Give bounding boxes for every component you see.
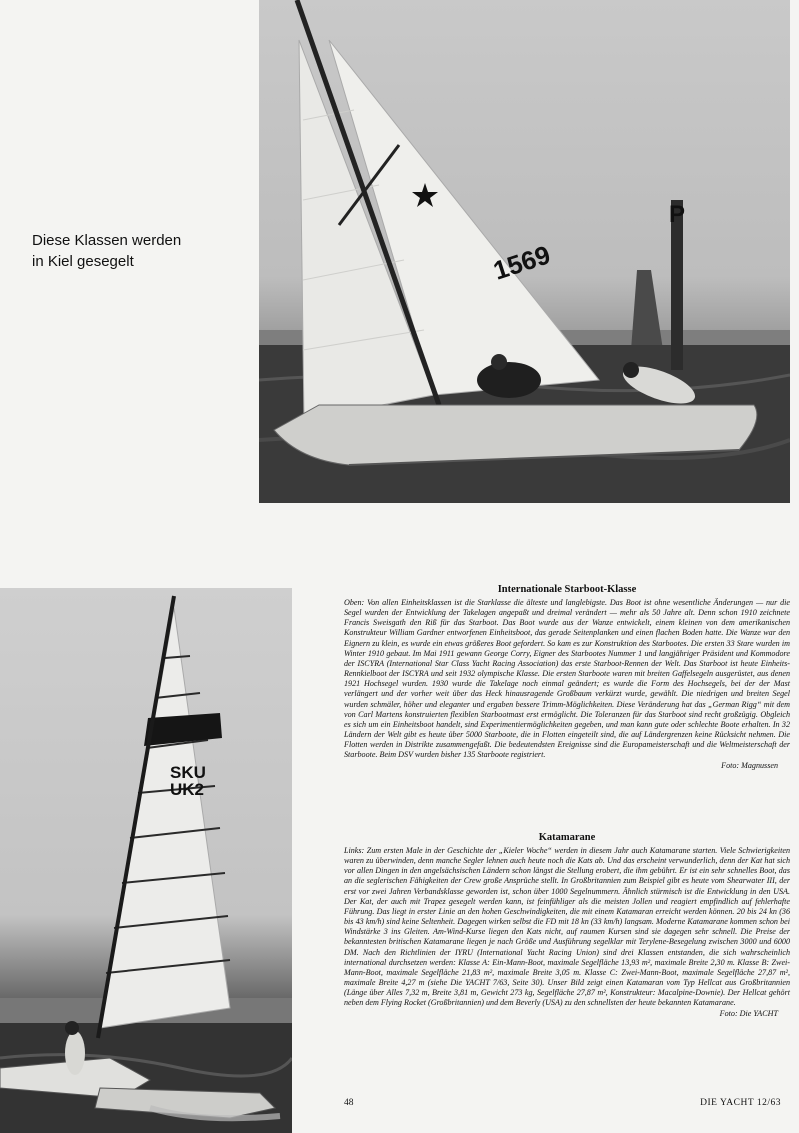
mark-letter: P (668, 201, 686, 228)
starboat-illustration (259, 0, 790, 503)
heading-line-1: Diese Klassen werden (32, 232, 182, 249)
section-heading (32, 230, 181, 272)
cat-sail-line-1: SKU (170, 763, 206, 782)
katamarane-article (344, 832, 790, 1019)
magazine-issue: DIE YACHT 12/63 (700, 1098, 781, 1108)
cat-sail-line-2: UK2 (170, 780, 205, 799)
page-number: 48 (344, 1098, 354, 1108)
katamarane-title: Katamarane (538, 832, 596, 843)
star-sail-number: 1569 (489, 239, 554, 286)
catamaran-photo (0, 588, 292, 1133)
starboot-body: Oben: Von allen Einheitsklassen ist die Starklasse die älteste und langlebigste. Das Boot ist ohne wesentliche Änderungen — nur die Segel wurden der Entwicklung der Takelagen angepaßt und dreimal verändert — mehr als 50 Jahre alt. Denn schon 1910 zeichnete Francis Sweisgath den Riß für das Starboot. Das Boot wurde aus der Wanze entwickelt, einem kleinen von dem amerikanischen Konstrukteur William Gardner entworfenen Einheitsboot, das gerade Seitenplanken und einen flachen Boden hatte. Die Wanze war den Eignern zu klein, es wurde ein etwas größeres Boot gefordert. So kam es zur Konstruktion des Starbootes. Die ersten 33 Stare wurden im Winter 1910 gebaut. Im Mai 1911 gewann George Corry, Eigner des Starbootes Nummer 1 und langjähriger Präsident und Kommodore der ISCYRA (International Star Class Yacht Racing Association) das erste Starboot-Rennen der Welt. Das Starboot ist heute Einheits-Rennkielboot der ISCYRA und seit 1932 olympische Klasse. Die ersten Starboote waren mit breiten Gaffelsegeln ausgerüstet, aus denen 1921 Hochsegel wurden. 1930 wurde die Takelage noch einmal geändert; es wurde die Form des Hochsegels, bei der der Mast verlängert und der vorher weit über das Heck hinausragende Großbaum verkürzt wurde, gewählt. Die niedrigen und breiten Segel wurden schmäler, höher und eleganter und ergaben bessere Trimm-Möglichkeiten. Diese Veränderung hat das „German Rigg“ mit dem von Carl Martens konstruierten flexiblen Starbootmast erst ermöglicht. Die Toleranzen für das Starboot sind recht großzügig. Obgleich es sich um ein Einheitsboot handelt, sind Experimentiermöglichkeiten gegeben, und man kann gute oder schlechte Boote erhalten. In 32 Ländern der Welt gibt es heute über 5000 Starboote, die in Flotten eingeteilt sind, die auf Ländergrenzen keine Rücksicht nehmen. Die Flotten werden in Distrikte zusammengefaßt. Die bedeutendsten Ereignisse sind die Europameisterschaft und die Weltmeisterschaft der Starboote. Beim DSV wurden bisher 135 Starboote registriert. (344, 598, 790, 760)
starboot-title: Internationale Starboot-Klasse (497, 584, 637, 595)
katamarane-photo-credit: Foto: Die YACHT (719, 1008, 778, 1018)
katamarane-body: Links: Zum ersten Male in der Geschichte der „Kieler Woche“ werden in diesem Jahr auch Katamarane starten. Viele Schwierigkeiten waren zu überwinden, denn manche Segler lehnen auch heute noch die Kats ab. Und das erscheint verwunderlich, denn der Kat hat sich vor allen Dingen in den angelsächsischen Ländern schon längst die Stellung erobert, die ihm gebührt. Er ist ein sehr schnelles Boot, das an die seglerischen Fähigkeiten der Crew große Ansprüche stellt. In Großbritannien zum Beispiel gibt es heute vom Shearwater III, der erst vor zwei Jahren Verbandsklasse geworden ist, schon über 1000 Segelnummern. Ähnlich stürmisch ist die Entwicklung in den USA. Der Kat, der auch mit Trapez gesegelt werden kann, ist feinfühliger als die meisten Jollen und reagiert empfindlich auf fehlerhafte Führung. Das liegt in erster Linie an den hohen Geschwindigkeiten, die mit einem Katamaran erreicht werden können. 20 bis 24 kn (36 bis 43 km/h) sind keine Seltenheit. Dagegen wirken selbst die FD mit 18 kn (33 km/h) langsam. Moderne Katamarane kommen schon bei Windstärke 3 ins Gleiten. Am-Wind-Kurse liegen den Kats nicht, auf raumen Kursen sind sie dagegen sehr schnell. Die Preise der bekanntesten britischen Katamarane liegen je nach Größe und Ausführung segelklar mit Terylene-Besegelung zwischen 3000 und 6000 DM. Nach den Richtlinien der IYRU (International Yacht Racing Union) sind drei Klassen entstanden, die sich wahrscheinlich international durchsetzen werden: Klasse A: Ein-Mann-Boot, maximale Segelfläche 13,93 m², maximale Breite 2,30 m. Klasse B: Zwei-Mann-Boot, maximale Segelfläche 21,83 m², maximale Breite 3,05 m. Klasse C: Zwei-Mann-Boot, maximale Segelfläche 27,87 m², maximale Breite 4,27 m (siehe Die YACHT 7/63, Seite 30). Unser Bild zeigt einen Katamaran vom Typ Hellcat aus Großbritannien (Länge über Alles 7,32 m, Breite 3,81 m, Gewicht 273 kg, Segelfläche 27,87 m², Konstrukteur: Macalpine-Downie). Der Hellcat gehört neben dem Flying Rocket (Großbritannien) und dem Beverly (USA) zu den schnellsten der heute bekannten Katamarane. (344, 846, 790, 1008)
starboot-article (344, 584, 790, 771)
catamaran-illustration (0, 588, 292, 1133)
starboot-photo-credit: Foto: Magnussen (721, 760, 778, 770)
starboat-photo (259, 0, 790, 503)
heading-line-2: in Kiel gesegelt (32, 253, 134, 270)
